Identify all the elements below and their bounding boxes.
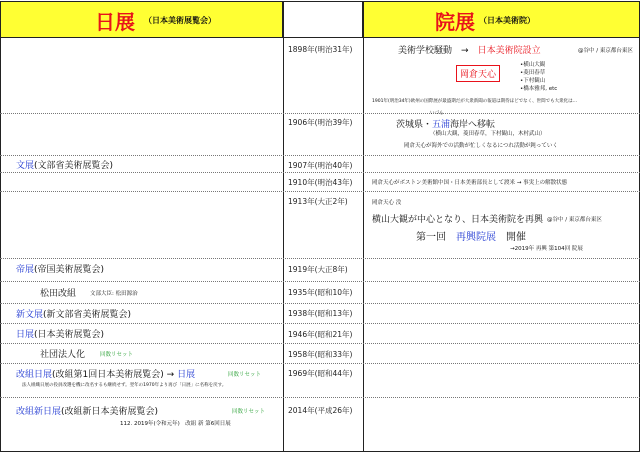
- kaiso-nitten-label: 改組日展(改組第1回日本美術展覧会) → 日展: [16, 370, 196, 380]
- member-hashimoto: •橋本雅邦, etc: [520, 86, 558, 92]
- kaiso-shin-reset: 回数リセット: [232, 409, 265, 415]
- izura-ruby: いづら: [430, 111, 444, 116]
- r1913-okakura-death: 岡倉天心 没: [372, 200, 402, 206]
- row-divider: [0, 258, 640, 259]
- row-divider: [0, 397, 640, 398]
- bottom-border: [0, 451, 640, 452]
- inten-title: 院展: [435, 10, 475, 34]
- r1913-saiko: 横山大観が中心となり、日本美術院を再興: [372, 215, 544, 225]
- bunten-label: 文展(文部省美術展覧会): [16, 161, 114, 171]
- nitten-label: 日展(日本美術展覧会): [16, 330, 105, 340]
- shadan-reset: 回数リセット: [100, 352, 133, 358]
- matsuda-label: 松田改組: [40, 289, 77, 299]
- year-1910: 1910年(明治43年): [288, 178, 353, 187]
- nitten-title: 日展: [95, 10, 135, 34]
- shadan-label: 社団法人化: [40, 350, 86, 360]
- saiko-inten-first: 第一回 再興院展 開催: [416, 232, 526, 243]
- year-1913: 1913年(大正2年): [288, 197, 348, 206]
- row-divider: [0, 191, 640, 192]
- matsuda-note: 文部大臣: 松田源治: [90, 291, 138, 297]
- teiten-label: 帝展(帝国美術展覧会): [16, 265, 105, 275]
- divider-year-left: [283, 38, 284, 452]
- year-1907: 1907年(明治40年): [288, 161, 353, 170]
- row-divider: [0, 343, 640, 344]
- r1910-event: 岡倉天心がボストン美術館中国・日本美術部長として渡米 → 事実上の解散状態: [372, 180, 568, 186]
- year-1938: 1938年(昭和13年): [288, 309, 353, 318]
- inten-subtitle: （日本美術院）: [479, 16, 535, 25]
- r1906-event: 茨城県・五浦海岸へ移転: [396, 120, 496, 130]
- row-divider: [0, 363, 640, 364]
- year-header: [283, 1, 363, 38]
- row-divider: [0, 113, 640, 114]
- row-divider: [0, 281, 640, 282]
- member-hishida: •菱田春草: [520, 70, 546, 76]
- kaiso-note: 法人組織日展の役員改選を機に改名するも継続せず。翌年の1970年より再び「日展」に名称を戻す。: [22, 383, 227, 388]
- year-1919: 1919年(大正8年): [288, 265, 348, 274]
- r1913-location: @谷中 / 東京都台東区: [547, 217, 602, 223]
- r1898-note: 1901年(明治34年)欧州の国際展が最盛期だが大衆新聞の報道は期待ほどでなく、世間でも大衆化は…: [372, 99, 578, 104]
- kaiso-shin-note: 112. 2019年(令和元年) 改組 新 第6回日展: [120, 421, 231, 427]
- divider-year-right: [363, 38, 364, 452]
- row-divider: [0, 172, 640, 173]
- kaiso-reset: 回数リセット: [228, 372, 261, 378]
- shinbunten-label: 新文展(新文部省美術展覧会): [16, 310, 132, 320]
- year-1946: 1946年(昭和21年): [288, 330, 353, 339]
- year-1935: 1935年(昭和10年): [288, 288, 353, 297]
- year-1958: 1958年(昭和33年): [288, 350, 353, 359]
- row-divider: [0, 155, 640, 156]
- saiko-inten-2019: →2019年 再興 第104回 院展: [510, 246, 583, 252]
- year-1969: 1969年(昭和44年): [288, 369, 353, 378]
- r1898-location: @谷中 / 東京都台東区: [578, 48, 633, 54]
- row-divider: [0, 303, 640, 304]
- member-yokoyama: •横山大観: [520, 62, 546, 68]
- okakura-box: 岡倉天心: [456, 65, 500, 82]
- year-1898: 1898年(明治31年): [288, 45, 353, 54]
- kaiso-shin-nitten-label: 改組新日展(改組新日本美術展覧会): [16, 407, 159, 417]
- year-1906: 1906年(明治39年): [288, 118, 353, 127]
- member-shimomura: •下村観山: [520, 78, 546, 84]
- r1906-note: 岡倉天心が海外での活動が忙しくなるにつれ活動が鈍っていく: [404, 143, 558, 149]
- nitten-subtitle: （日本美術展覧会）: [144, 16, 216, 25]
- year-2014: 2014年(平成26年): [288, 406, 353, 415]
- nitten-header: [0, 1, 283, 38]
- row-divider: [0, 323, 640, 324]
- r1906-members: （横山大観，菱田春草，下村観山，木村武山）: [430, 131, 546, 137]
- left-border: [0, 38, 1, 452]
- r1898-event: 美術学校騒動 → 日本美術院設立: [398, 46, 541, 56]
- inten-header: [363, 1, 640, 38]
